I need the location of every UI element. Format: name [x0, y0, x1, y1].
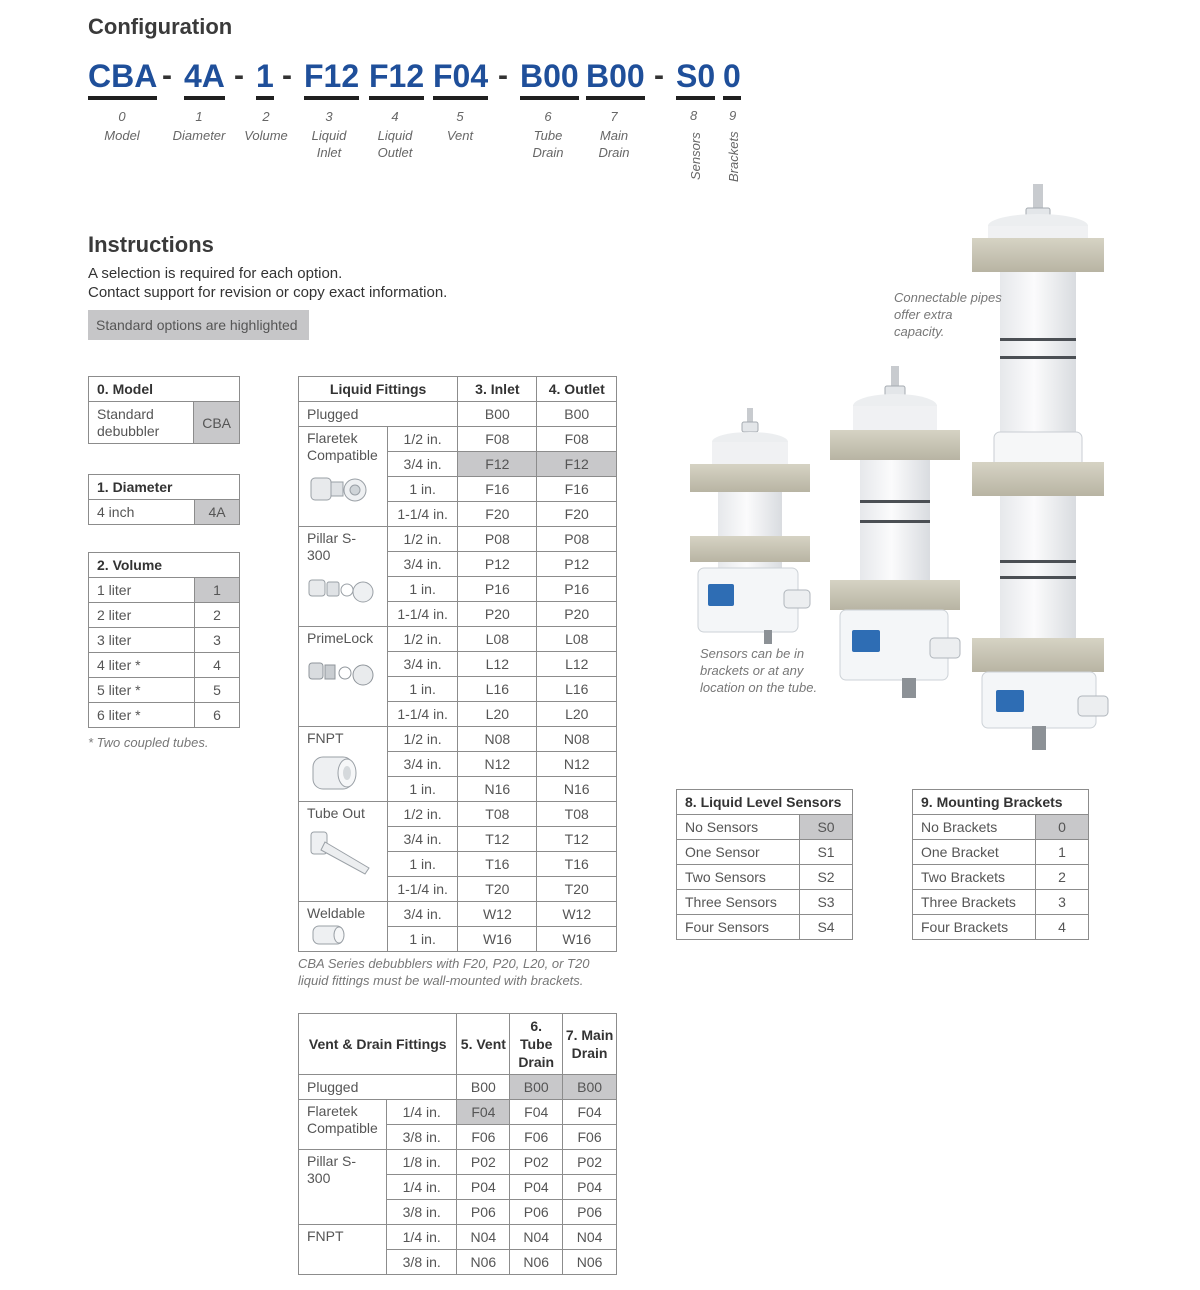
- fitting-size: 3/4 in.: [388, 902, 458, 927]
- sensor-option-label: Three Sensors: [677, 890, 800, 915]
- outlet-code: N08: [537, 727, 617, 752]
- vent-header: 5. Vent: [457, 1014, 510, 1075]
- outlet-code: N16: [537, 777, 617, 802]
- outlet-code: W16: [537, 927, 617, 952]
- fitting-group-primelock: [299, 627, 388, 727]
- volume-option-code: 6: [195, 703, 240, 728]
- outlet-code: N12: [537, 752, 617, 777]
- vent-code: P06: [457, 1200, 510, 1225]
- fitting-size: 3/4 in.: [388, 552, 458, 577]
- volume-note: * Two coupled tubes.: [88, 735, 209, 750]
- bracket-option-code: 2: [1036, 865, 1089, 890]
- main-drain-code: P04: [563, 1175, 617, 1200]
- sensor-option-label: No Sensors: [677, 815, 800, 840]
- fitting-group-pillar: [299, 527, 388, 627]
- fitting-group-tube-out: [299, 802, 388, 902]
- instructions-title: Instructions: [88, 232, 214, 257]
- instructions-line-1: A selection is required for each option.: [88, 265, 343, 282]
- liquid-fittings-header: Liquid Fittings: [299, 377, 458, 402]
- fitting-size: 3/4 in.: [388, 652, 458, 677]
- tube-out-fitting-icon: [307, 828, 379, 878]
- fitting-size: 1/2 in.: [388, 427, 458, 452]
- tube-drain-header: 6. Tube Drain: [510, 1014, 563, 1075]
- code-separator: -: [654, 59, 664, 92]
- outlet-code: T16: [537, 852, 617, 877]
- tube-drain-code: B00: [510, 1075, 563, 1100]
- fitting-group-name: Tube Out: [307, 805, 365, 821]
- pillar-fitting-icon: [307, 570, 379, 608]
- inlet-code: F12: [458, 452, 537, 477]
- inlet-code: L20: [458, 702, 537, 727]
- outlet-code: T12: [537, 827, 617, 852]
- outlet-code: L12: [537, 652, 617, 677]
- outlet-code: L20: [537, 702, 617, 727]
- inlet-code: L08: [458, 627, 537, 652]
- inlet-code: P12: [458, 552, 537, 577]
- code-segment-inlet: F12: [304, 56, 359, 100]
- inlet-code: P20: [458, 602, 537, 627]
- tube-drain-code: P06: [510, 1200, 563, 1225]
- fitting-size: 1/4 in.: [386, 1225, 456, 1250]
- plugged-label: Plugged: [299, 402, 458, 427]
- model-table-title: 0. Model: [89, 377, 240, 402]
- outlet-code: P12: [537, 552, 617, 577]
- vent-code: F04: [457, 1100, 510, 1125]
- fitting-group-weldable: [299, 902, 388, 952]
- tube-drain-code: F04: [510, 1100, 563, 1125]
- bracket-option-code: 3: [1036, 890, 1089, 915]
- tube-drain-code: N06: [510, 1250, 563, 1275]
- main-drain-code: B00: [563, 1075, 617, 1100]
- fitting-size: 3/8 in.: [386, 1200, 456, 1225]
- caption-connectable-pipes: Connectable pipes offer extra capacity.: [894, 290, 1002, 339]
- volume-option-code: 1: [195, 578, 240, 603]
- vent-group-flaretek: Flaretek Compatible: [299, 1100, 387, 1150]
- vent-code: N06: [457, 1250, 510, 1275]
- diameter-option-label: 4 inch: [89, 500, 195, 525]
- model-option-code: CBA: [194, 402, 240, 444]
- code-segment-brackets: 0: [723, 56, 741, 100]
- fitting-size: 1-1/4 in.: [388, 502, 458, 527]
- inlet-code: T16: [458, 852, 537, 877]
- fitting-size: 1 in.: [388, 577, 458, 602]
- inlet-code: N08: [458, 727, 537, 752]
- code-label-main-drain: 7 Main Drain: [598, 109, 630, 160]
- liquid-fittings-note: CBA Series debubblers with F20, P20, L20, or T20 liquid fittings must be wall-mounted with brackets.: [298, 956, 590, 988]
- bracket-option-code: 0: [1036, 815, 1089, 840]
- outlet-code: F20: [537, 502, 617, 527]
- volume-option-label: 4 liter *: [89, 653, 195, 678]
- main-drain-header: 7. Main Drain: [563, 1014, 617, 1075]
- fitting-size: 1-1/4 in.: [388, 702, 458, 727]
- volume-option-label: 1 liter: [89, 578, 195, 603]
- inlet-header: 3. Inlet: [458, 377, 537, 402]
- weldable-fitting-icon: [307, 924, 379, 946]
- outlet-code: P08: [537, 527, 617, 552]
- inlet-code: T20: [458, 877, 537, 902]
- volume-option-code: 4: [195, 653, 240, 678]
- vent-code: B00: [457, 1075, 510, 1100]
- fitting-size: 1-1/4 in.: [388, 877, 458, 902]
- liquid-fittings-table: [298, 376, 617, 952]
- bracket-option-label: Two Brackets: [913, 865, 1036, 890]
- main-drain-code: N06: [563, 1250, 617, 1275]
- outlet-code: W12: [537, 902, 617, 927]
- fitting-size: 1 in.: [388, 477, 458, 502]
- primelock-fitting-icon: [307, 653, 379, 691]
- outlet-code: F08: [537, 427, 617, 452]
- inlet-code: B00: [458, 402, 537, 427]
- standard-options-note: Standard options are highlighted: [88, 310, 309, 340]
- outlet-code: T08: [537, 802, 617, 827]
- code-separator: -: [162, 59, 172, 92]
- vent-drain-header: Vent & Drain Fittings: [299, 1014, 457, 1075]
- outlet-code: P16: [537, 577, 617, 602]
- fitting-size: 1/2 in.: [388, 802, 458, 827]
- brackets-table-title: 9. Mounting Brackets: [913, 790, 1089, 815]
- vent-group-pillar: Pillar S-300: [299, 1150, 387, 1225]
- vent-code: P02: [457, 1150, 510, 1175]
- code-segment-model: CBA: [88, 56, 157, 100]
- tube-drain-code: P02: [510, 1150, 563, 1175]
- fitting-size: 1/4 in.: [386, 1175, 456, 1200]
- fitting-size: 1/2 in.: [388, 527, 458, 552]
- fitting-size: 1 in.: [388, 777, 458, 802]
- flaretek-fitting-icon: [307, 470, 379, 508]
- outlet-code: F12: [537, 452, 617, 477]
- bracket-option-code: 1: [1036, 840, 1089, 865]
- code-separator: -: [234, 59, 244, 92]
- outlet-code: T20: [537, 877, 617, 902]
- vent-code: N04: [457, 1225, 510, 1250]
- inlet-code: L12: [458, 652, 537, 677]
- outlet-code: F16: [537, 477, 617, 502]
- fitting-size: 1/4 in.: [386, 1100, 456, 1125]
- volume-option-label: 6 liter *: [89, 703, 195, 728]
- fitting-group-name: FNPT: [307, 730, 344, 746]
- code-label-sensors: Sensors: [688, 132, 703, 180]
- volume-option-label: 2 liter: [89, 603, 195, 628]
- volume-table: [88, 552, 240, 728]
- sensor-option-label: Two Sensors: [677, 865, 800, 890]
- fitting-group-fnpt: [299, 727, 388, 802]
- model-table: [88, 376, 240, 444]
- caption-sensors-location: Sensors can be in brackets or at any location on the tube.: [700, 646, 818, 695]
- volume-option-code: 2: [195, 603, 240, 628]
- fitting-group-name: Flaretek Compatible: [307, 430, 378, 463]
- inlet-code: F20: [458, 502, 537, 527]
- medium-debubbler: [830, 366, 960, 698]
- plugged-label: Plugged: [299, 1075, 457, 1100]
- main-drain-code: F06: [563, 1125, 617, 1150]
- fitting-group-name: Weldable: [307, 905, 366, 921]
- code-label-vent: 5 Vent: [446, 109, 474, 143]
- volume-table-title: 2. Volume: [89, 553, 240, 578]
- outlet-code: L16: [537, 677, 617, 702]
- outlet-code: B00: [537, 402, 617, 427]
- configuration-title: Configuration: [88, 14, 233, 39]
- sensor-option-code: S2: [800, 865, 853, 890]
- code-segment-volume: 1: [256, 56, 274, 100]
- inlet-code: T12: [458, 827, 537, 852]
- sensor-option-code: S4: [800, 915, 853, 940]
- code-segment-outlet: F12: [369, 56, 424, 100]
- diameter-option-code: 4A: [195, 500, 240, 525]
- bracket-option-label: Three Brackets: [913, 890, 1036, 915]
- code-segment-diameter: 4A: [184, 56, 225, 100]
- inlet-code: W12: [458, 902, 537, 927]
- code-label-brackets: Brackets: [726, 131, 741, 182]
- tall-debubbler: [972, 184, 1108, 750]
- fitting-size: 3/8 in.: [386, 1250, 456, 1275]
- sensors-table-title: 8. Liquid Level Sensors: [677, 790, 853, 815]
- main-drain-code: F04: [563, 1100, 617, 1125]
- inlet-code: L16: [458, 677, 537, 702]
- code-label-outlet: 4 Liquid Outlet: [377, 109, 413, 160]
- fitting-group-name: Pillar S-300: [307, 530, 357, 563]
- code-number-sensors: 8: [690, 108, 698, 123]
- bracket-option-label: One Bracket: [913, 840, 1036, 865]
- code-separator: -: [498, 59, 508, 92]
- diameter-table-title: 1. Diameter: [89, 475, 240, 500]
- inlet-code: F08: [458, 427, 537, 452]
- small-debubbler: [690, 408, 810, 644]
- code-number-brackets: 9: [729, 108, 737, 123]
- fitting-size: 1 in.: [388, 852, 458, 877]
- inlet-code: W16: [458, 927, 537, 952]
- code-label-inlet: 3 Liquid Inlet: [311, 109, 347, 160]
- inlet-code: N16: [458, 777, 537, 802]
- sensor-option-label: One Sensor: [677, 840, 800, 865]
- bracket-option-label: Four Brackets: [913, 915, 1036, 940]
- code-separator: -: [282, 59, 292, 92]
- fitting-group-name: PrimeLock: [307, 630, 374, 646]
- fitting-size: 1 in.: [388, 677, 458, 702]
- code-segment-tube-drain: B00: [520, 56, 579, 100]
- fitting-size: 1-1/4 in.: [388, 602, 458, 627]
- fitting-size: 3/4 in.: [388, 752, 458, 777]
- volume-option-label: 3 liter: [89, 628, 195, 653]
- outlet-code: P20: [537, 602, 617, 627]
- inlet-code: F16: [458, 477, 537, 502]
- inlet-code: N12: [458, 752, 537, 777]
- code-segment-sensors: S0: [676, 56, 715, 100]
- outlet-header: 4. Outlet: [537, 377, 617, 402]
- sensor-option-code: S3: [800, 890, 853, 915]
- fitting-size: 1/8 in.: [386, 1150, 456, 1175]
- tube-drain-code: N04: [510, 1225, 563, 1250]
- code-label-volume: 2 Volume: [244, 109, 288, 143]
- sensor-option-label: Four Sensors: [677, 915, 800, 940]
- volume-option-label: 5 liter *: [89, 678, 195, 703]
- vent-code: F06: [457, 1125, 510, 1150]
- inlet-code: P08: [458, 527, 537, 552]
- fitting-size: 1/2 in.: [388, 627, 458, 652]
- fitting-size: 1 in.: [388, 927, 458, 952]
- vent-code: P04: [457, 1175, 510, 1200]
- tube-drain-code: P04: [510, 1175, 563, 1200]
- fitting-group-flaretek: [299, 427, 388, 527]
- outlet-code: L08: [537, 627, 617, 652]
- bracket-option-code: 4: [1036, 915, 1089, 940]
- fitting-size: 1/2 in.: [388, 727, 458, 752]
- inlet-code: T08: [458, 802, 537, 827]
- fitting-size: 3/4 in.: [388, 827, 458, 852]
- bracket-option-label: No Brackets: [913, 815, 1036, 840]
- fnpt-fitting-icon: [307, 753, 379, 795]
- tube-drain-code: F06: [510, 1125, 563, 1150]
- vent-group-fnpt: FNPT: [299, 1225, 387, 1275]
- code-label-model: 0 Model: [104, 109, 140, 143]
- sensor-option-code: S0: [800, 815, 853, 840]
- vent-drain-table: [298, 1013, 617, 1275]
- fitting-size: 3/8 in.: [386, 1125, 456, 1150]
- brackets-table: [912, 789, 1089, 940]
- code-label-diameter: 1 Diameter: [172, 109, 226, 143]
- code-segment-main-drain: B00: [586, 56, 645, 100]
- sensors-table: [676, 789, 853, 940]
- main-drain-code: P02: [563, 1150, 617, 1175]
- main-drain-code: N04: [563, 1225, 617, 1250]
- inlet-code: P16: [458, 577, 537, 602]
- sensor-option-code: S1: [800, 840, 853, 865]
- code-segment-vent: F04: [433, 56, 488, 100]
- volume-option-code: 3: [195, 628, 240, 653]
- instructions-line-2: Contact support for revision or copy exact information.: [88, 284, 448, 301]
- fitting-size: 3/4 in.: [388, 452, 458, 477]
- volume-option-code: 5: [195, 678, 240, 703]
- diameter-table: [88, 474, 240, 525]
- code-label-tube-drain: 6 Tube Drain: [532, 109, 564, 160]
- model-option-label: Standard debubbler: [89, 402, 194, 444]
- main-drain-code: P06: [563, 1200, 617, 1225]
